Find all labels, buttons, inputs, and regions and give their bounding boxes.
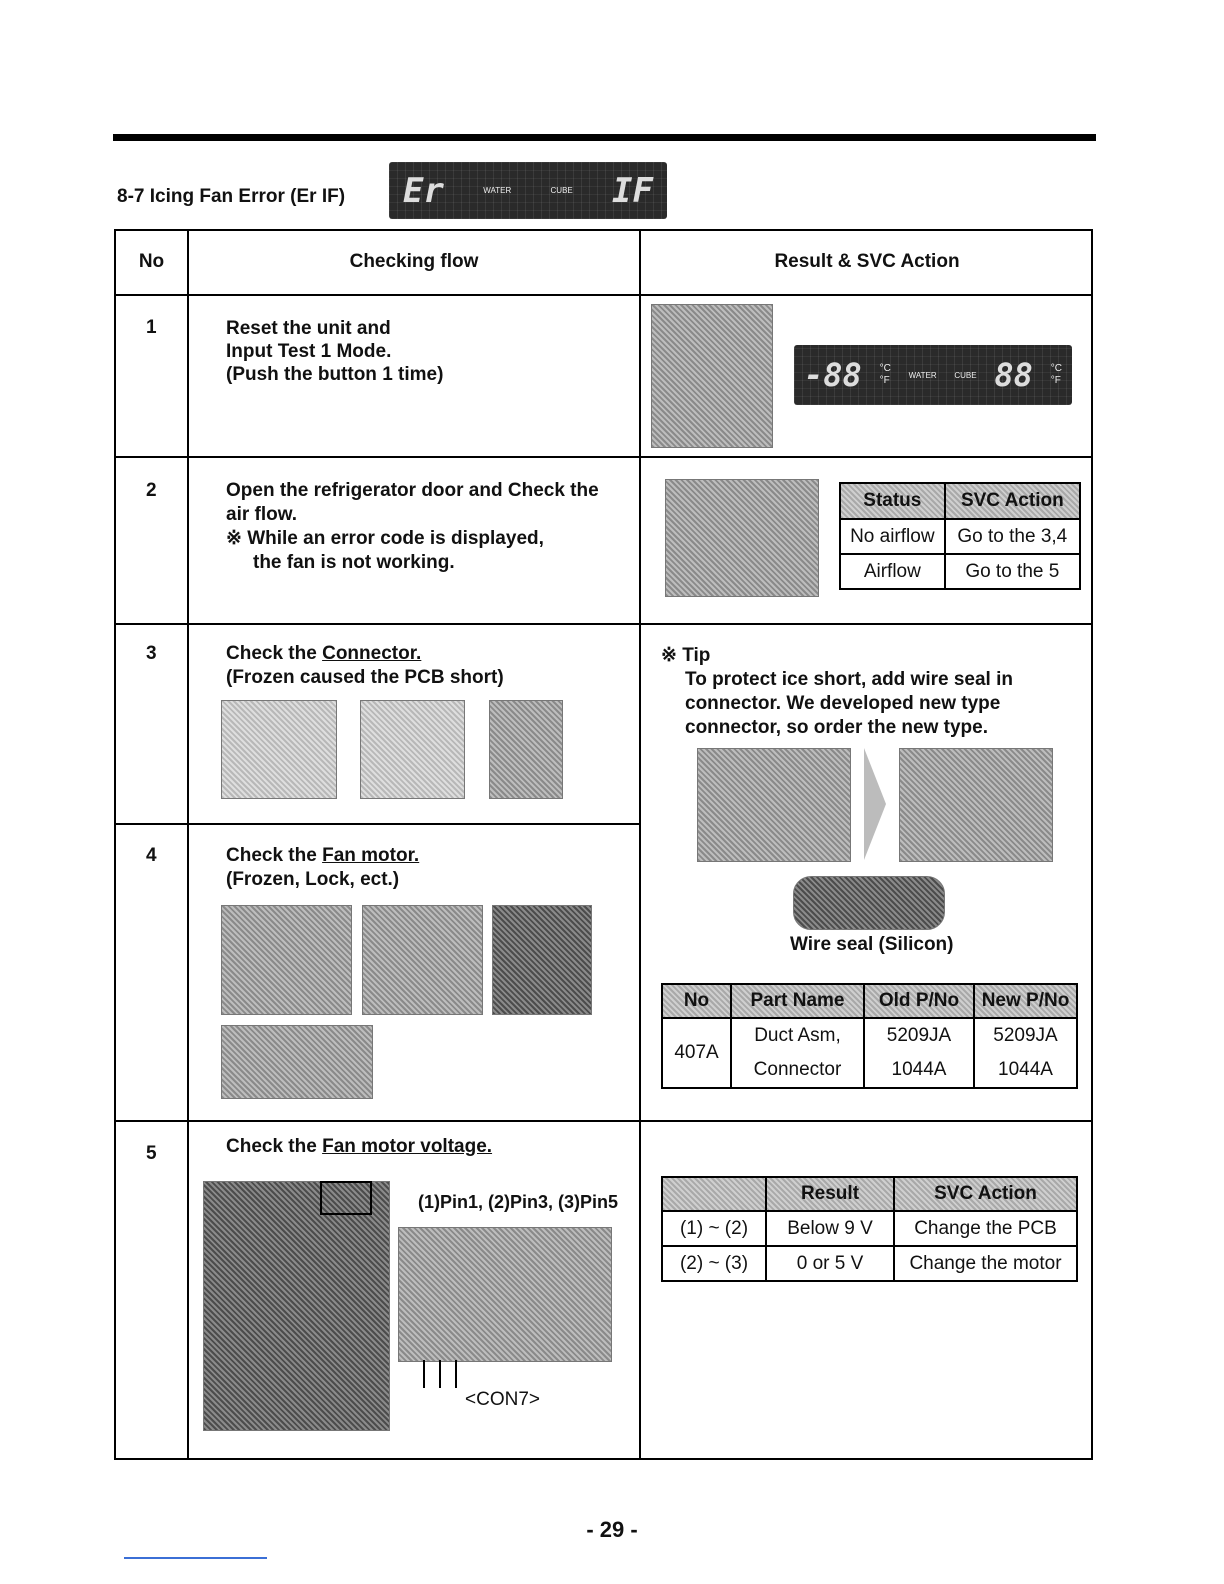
connector-link: Connector.: [322, 643, 422, 664]
display-right-code: IF: [612, 170, 653, 211]
result-cell: Below 9 V: [766, 1211, 894, 1246]
display-1-cube: CUBE: [954, 370, 977, 380]
parts-table: [661, 983, 1078, 1089]
test-mode-display: [794, 345, 1072, 405]
tip-line-2: connector. We developed new type: [685, 693, 1001, 714]
row-1-line-2: Input Test 1 Mode.: [226, 341, 392, 362]
row-5-no: 5: [146, 1143, 157, 1164]
svc-action-header: SVC Action: [945, 483, 1080, 519]
parts-header-name: Part Name: [731, 984, 864, 1018]
old-pno-cell: 1044A: [864, 1053, 974, 1088]
row-divider-3: [114, 823, 641, 825]
parts-header-old: Old P/No: [864, 984, 974, 1018]
row-1-line-1: Reset the unit and: [226, 318, 391, 339]
row-1-text: [226, 317, 443, 386]
row-1-no: 1: [146, 317, 157, 338]
section-title: 8-7 Icing Fan Error (Er IF): [117, 186, 346, 207]
row-divider-1: [114, 456, 1093, 458]
new-pno-cell: 5209JA: [974, 1018, 1077, 1053]
display-cube-tag: CUBE: [550, 186, 573, 195]
row-2-text: [226, 479, 599, 575]
connector-photo-2: [360, 700, 465, 799]
row-2-no: 2: [146, 480, 157, 501]
tip-label: ※ Tip: [661, 645, 711, 666]
new-pno-cell: 1044A: [974, 1053, 1077, 1088]
parts-no-cell: 407A: [662, 1018, 731, 1088]
tip-line-1: To protect ice short, add wire seal in: [685, 669, 1014, 690]
header-divider: [114, 294, 1093, 296]
voltage-header-result: Result: [766, 1177, 894, 1211]
tip-block: [661, 644, 1013, 740]
status-cell: No airflow: [840, 519, 945, 554]
action-cell: Change the PCB: [894, 1211, 1077, 1246]
voltage-table: [661, 1176, 1078, 1282]
pin-line-1: [423, 1360, 425, 1388]
pin-line-3: [455, 1360, 457, 1388]
display-left-code: Er: [403, 170, 444, 211]
part-name-cell: Duct Asm,: [731, 1018, 864, 1053]
new-connector-photo: [899, 748, 1053, 862]
top-rule: [113, 134, 1096, 141]
con7-highlight-box: [320, 1181, 372, 1215]
pin-line-2: [439, 1360, 441, 1388]
row-3-text: [226, 642, 504, 690]
row-2-line-1: Open the refrigerator door and Check the: [226, 480, 599, 501]
row-4-text: [226, 844, 419, 892]
action-cell: Change the motor: [894, 1246, 1077, 1281]
status-cell: Airflow: [840, 554, 945, 589]
row-divider-4: [114, 1120, 1093, 1122]
voltage-header-action: SVC Action: [894, 1177, 1077, 1211]
test-button-photo: [651, 304, 773, 448]
pcb-photo: [203, 1181, 390, 1431]
fan-photo-3: [492, 905, 592, 1015]
connector-photo-1: [221, 700, 337, 799]
header-result: Result & SVC Action: [774, 251, 960, 272]
arrow-right-icon: [864, 748, 886, 860]
col-divider-1: [187, 229, 189, 1460]
row-divider-2: [114, 623, 1093, 625]
display-1-left: -88: [804, 356, 862, 394]
display-water-tag: WATER: [483, 186, 512, 195]
fan-photo-2: [362, 905, 483, 1015]
row-5-text: [226, 1135, 492, 1158]
tip-line-3: connector, so order the new type.: [685, 717, 989, 738]
row-2-note-2: the fan is not working.: [253, 552, 455, 573]
pin-range-cell: (2) ~ (3): [662, 1246, 766, 1281]
footer-rule: [124, 1557, 267, 1559]
action-cell: Go to the 3,4: [945, 519, 1080, 554]
part-name-cell: Connector: [731, 1053, 864, 1088]
row-3-sub: (Frozen caused the PCB short): [226, 667, 504, 688]
wire-seal-caption: Wire seal (Silicon): [790, 934, 954, 955]
row-4-prefix: Check the: [226, 845, 323, 866]
voltage-header-blank: [662, 1177, 766, 1211]
status-header: Status: [840, 483, 945, 519]
wire-seal-photo: [793, 876, 945, 930]
display-1-units-right: °C °F: [1050, 363, 1062, 386]
display-1-water: WATER: [908, 370, 937, 380]
col-divider-2: [639, 229, 641, 1460]
row-5-prefix: Check the: [226, 1136, 323, 1157]
row-4-sub: (Frozen, Lock, ect.): [226, 869, 400, 890]
display-1-right: 88: [994, 356, 1033, 394]
action-cell: Go to the 5: [945, 554, 1080, 589]
row-3-no: 3: [146, 643, 157, 664]
fan-motor-link: Fan motor.: [322, 845, 420, 866]
con7-caption: <CON7>: [465, 1389, 540, 1410]
fan-voltage-link: Fan motor voltage.: [322, 1136, 493, 1157]
row-2-line-2: air flow.: [226, 504, 298, 525]
error-display: [389, 162, 667, 219]
row-3-prefix: Check the: [226, 643, 323, 664]
parts-header-new: New P/No: [974, 984, 1077, 1018]
door-airflow-photo: [665, 479, 819, 597]
display-1-units-left: °C °F: [879, 363, 891, 386]
old-connector-photo: [697, 748, 851, 862]
connector-photo-3: [489, 700, 563, 799]
fan-photo-4: [221, 1025, 373, 1099]
con7-photo: [398, 1227, 612, 1362]
result-cell: 0 or 5 V: [766, 1246, 894, 1281]
fan-photo-1: [221, 905, 352, 1015]
parts-header-no: No: [662, 984, 731, 1018]
row-1-line-3: (Push the button 1 time): [226, 364, 444, 385]
pin-range-cell: (1) ~ (2): [662, 1211, 766, 1246]
row-4-no: 4: [146, 845, 157, 866]
row-2-note-1: ※ While an error code is displayed,: [226, 528, 544, 549]
status-table: [839, 482, 1081, 590]
pin-caption: (1)Pin1, (2)Pin3, (3)Pin5: [418, 1192, 619, 1212]
header-checking-flow: Checking flow: [349, 251, 479, 272]
header-no: No: [138, 251, 165, 272]
old-pno-cell: 5209JA: [864, 1018, 974, 1053]
page-number: - 29 -: [586, 1517, 638, 1542]
